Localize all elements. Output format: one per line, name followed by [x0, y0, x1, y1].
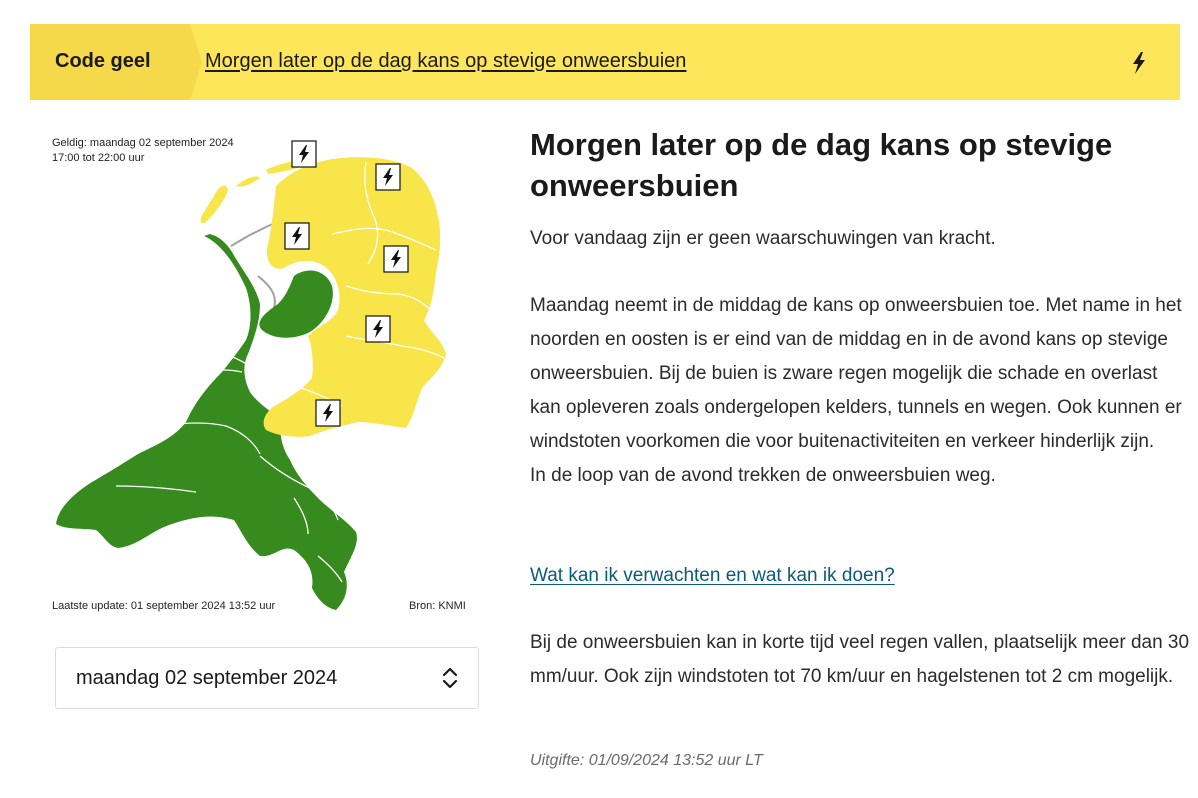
- today-notice: Voor vandaag zijn er geen waarschuwingen van kracht.: [530, 228, 996, 249]
- issued-timestamp: Uitgifte: 01/09/2024 13:52 uur LT: [530, 752, 763, 769]
- warning-banner: [30, 24, 1180, 100]
- map-source: Bron: KNMI: [409, 600, 466, 612]
- netherlands-map: [46, 126, 486, 616]
- lightning-icon: [1127, 51, 1151, 75]
- advice-link[interactable]: Wat kan ik verwachten en wat kan ik doen?: [530, 565, 895, 586]
- lightning-marker: [376, 164, 400, 190]
- wadden-island-texel: [201, 186, 228, 224]
- warning-description-block: [530, 289, 1190, 493]
- warning-content: [530, 124, 1190, 769]
- date-select[interactable]: [55, 647, 479, 709]
- warning-map: [46, 126, 486, 616]
- lightning-marker: [384, 246, 408, 272]
- warning-banner-link[interactable]: Morgen later op de dag kans op stevige onweersbuien: [205, 50, 687, 72]
- warning-title: Morgen later op de dag kans op stevige onweersbuien: [530, 127, 1113, 203]
- wadden-island-vlieland: [236, 176, 260, 186]
- map-last-update: Laatste update: 01 september 2024 13:52 uur: [52, 600, 276, 612]
- lightning-marker: [366, 316, 390, 342]
- map-valid-label: Geldig: maandag 02 september 2024: [52, 137, 234, 149]
- coastline: [258, 276, 275, 308]
- date-select-value: maandag 02 september 2024: [76, 667, 338, 689]
- warning-evening: In de loop van de avond trekken de onweersbuien weg.: [530, 465, 996, 486]
- warning-code-label: Code geel: [55, 50, 151, 72]
- lightning-marker: [292, 141, 316, 167]
- warning-details: Bij de onweersbuien kan in korte tijd veel regen vallen, plaatselijk meer dan 30 mm/uur. Ook zijn windstoten tot 70 km/uur en hagelstenen tot 2 cm mogelijk.: [530, 632, 1190, 687]
- map-valid-time: 17:00 tot 22:00 uur: [52, 152, 145, 164]
- lightning-marker: [285, 223, 309, 249]
- lightning-marker: [316, 400, 340, 426]
- chevron-up-down-icon: [440, 666, 460, 690]
- warning-description: Maandag neemt in de middag de kans op onweersbuien toe. Met name in het noorden en oosten is er eind van de middag en in de avond kans op stevige onweersbuien. Bij de buien is zware regen mogelijk die schade en overlast kan opleveren zoals ondergelopen kelders, tunnels en wegen. Ook kunnen er windstoten voorkomen die voor buitenactiviteiten en verkeer hinderlijk zijn.: [530, 295, 1182, 452]
